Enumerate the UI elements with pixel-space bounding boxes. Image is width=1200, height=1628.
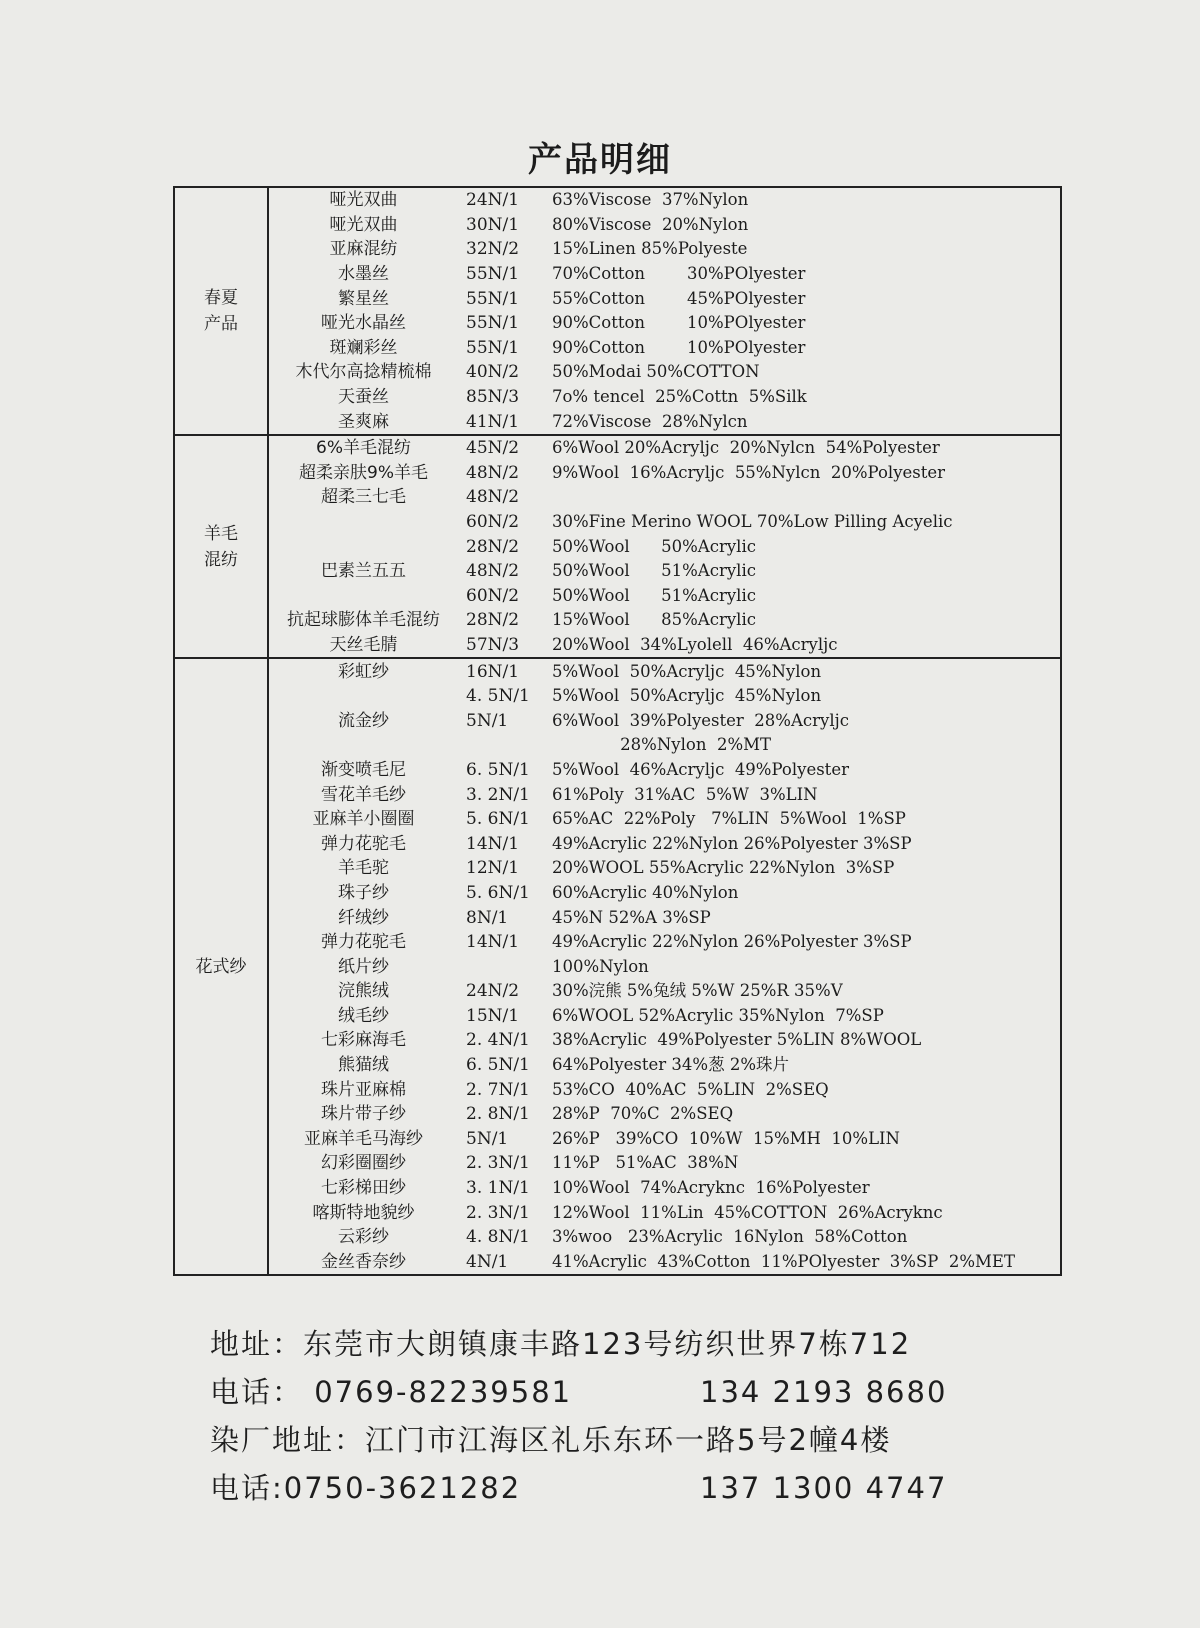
composition-cell: 7o% tencel 25%Cottn 5%Silk — [552, 387, 807, 407]
composition-cell: 5%Wool 50%Acryljc 45%Nylon — [552, 686, 822, 706]
yarn-count-cell: 45N/2 — [458, 435, 546, 461]
composition-cell: 28%Nylon 2%MT — [552, 735, 772, 755]
product-name-cell: 熊猫绒 — [338, 1055, 389, 1076]
table-row — [174, 237, 1061, 262]
composition-cell: 49%Acrylic 22%Nylon 26%Polyester 3%SP — [552, 833, 912, 853]
table-row — [174, 1053, 1061, 1078]
yarn-count-cell: 4. 8N/1 — [466, 1227, 530, 1248]
yarn-count-cell: 32N/2 — [466, 239, 520, 260]
product-name-cell: 纸片纱 — [338, 956, 389, 977]
product-name-cell: 斑斓彩丝 — [329, 337, 398, 358]
table-row — [174, 930, 1061, 955]
product-name-cell: 弹力花驼毛 — [321, 833, 406, 854]
product-name-cell: 天蚕丝 — [338, 387, 389, 408]
composition-cell: 3%woo 23%Acrylic 16Nylon 58%Cotton — [552, 1227, 908, 1247]
product-name-cell: 浣熊绒 — [338, 981, 389, 1002]
yarn-count-cell: 5. 6N/1 — [466, 809, 530, 830]
product-name-cell: 珠片亚麻棉 — [321, 1079, 406, 1100]
product-name-cell: 哑光双曲 — [329, 190, 398, 211]
composition-cell: 15%Wool 85%Acrylic — [552, 610, 756, 630]
composition-cell: 20%WOOL 55%Acrylic 22%Nylon 3%SP — [552, 858, 895, 878]
table-row — [174, 1225, 1061, 1250]
table-row — [174, 658, 1061, 684]
product-name-cell: 巴素兰五五 — [321, 561, 406, 582]
table-row — [174, 187, 1061, 213]
contact-info — [210, 1320, 948, 1512]
composition-cell: 10%Wool 74%Acryknc 16%Polyester — [552, 1178, 870, 1198]
product-name-cell: 亚麻羊小圈圈 — [312, 809, 415, 830]
dye-factory-phone-text: 电话:0750-3621282 — [210, 1471, 522, 1505]
table-row — [174, 385, 1061, 410]
product-name-cell: 木代尔高捻精梳棉 — [295, 362, 432, 383]
yarn-count-cell: 30N/1 — [466, 214, 520, 235]
product-name-cell: 幻彩圈圈纱 — [321, 1153, 406, 1174]
yarn-count-cell: 55N/1 — [466, 288, 520, 309]
composition-cell: 65%AC 22%Poly 7%LIN 5%Wool 1%SP — [552, 809, 906, 829]
product-name-cell — [268, 584, 458, 609]
composition-cell: 53%CO 40%AC 5%LIN 2%SEQ — [552, 1079, 829, 1099]
yarn-count-cell: 55N/1 — [466, 264, 520, 285]
yarn-count-cell: 48N/2 — [466, 462, 520, 483]
product-name-cell: 亚麻羊毛马海纱 — [304, 1128, 423, 1149]
table-row — [174, 1200, 1061, 1225]
yarn-count-cell: 2. 7N/1 — [466, 1079, 530, 1100]
yarn-count-cell: 60N/2 — [466, 512, 520, 533]
table-row — [174, 1102, 1061, 1127]
product-name-cell: 流金纱 — [338, 710, 389, 731]
composition-cell: 12%Wool 11%Lin 45%COTTON 26%Acryknc — [552, 1202, 943, 1222]
table-row — [174, 1077, 1061, 1102]
table-row — [174, 633, 1061, 659]
yarn-count-cell — [458, 733, 546, 758]
composition-cell: 50%Modai 50%COTTON — [552, 362, 760, 382]
product-name-cell — [268, 534, 458, 559]
yarn-count-cell: 5N/1 — [466, 710, 509, 731]
composition-cell: 41%Acrylic 43%Cotton 11%POlyester 3%SP 2%MET — [552, 1251, 1015, 1271]
composition-cell: 9%Wool 16%Acryljc 55%Nylcn 20%Polyester — [552, 462, 946, 482]
table-row — [174, 510, 1061, 535]
yarn-count-cell: 6. 5N/1 — [466, 1055, 530, 1076]
product-name-cell: 超柔三七毛 — [321, 487, 406, 508]
composition-cell: 6%Wool 20%Acryljc 20%Nylcn 54%Polyester — [546, 435, 1061, 461]
yarn-count-cell: 60N/2 — [466, 585, 520, 606]
table-row — [174, 782, 1061, 807]
table-row — [174, 286, 1061, 311]
composition-cell: 11%P 51%AC 38%N — [552, 1153, 739, 1173]
yarn-count-cell: 55N/1 — [466, 337, 520, 358]
composition-cell: 38%Acrylic 49%Polyester 5%LIN 8%WOOL — [552, 1030, 922, 1050]
yarn-count-cell: 14N/1 — [466, 833, 520, 854]
composition-cell: 50%Wool 51%Acrylic — [552, 585, 756, 605]
product-name-cell: 超柔亲肤9%羊毛 — [299, 462, 428, 483]
table-row — [174, 881, 1061, 906]
yarn-count-cell: 48N/2 — [466, 561, 520, 582]
composition-cell: 55%Cotton 45%POlyester — [552, 288, 806, 308]
composition-cell: 15%Linen 85%Polyeste — [552, 239, 748, 259]
table-row — [174, 979, 1061, 1004]
product-name-cell: 渐变喷毛尼 — [321, 759, 406, 780]
composition-cell: 70%Cotton 30%POlyester — [552, 264, 806, 284]
product-name-cell — [268, 733, 458, 758]
product-name-cell: 6%羊毛混纺 — [268, 435, 458, 461]
yarn-count-cell: 85N/3 — [466, 387, 520, 408]
yarn-count-cell: 57N/3 — [466, 634, 520, 655]
composition-cell: 61%Poly 31%AC 5%W 3%LIN — [552, 784, 818, 804]
yarn-count-cell: 5. 6N/1 — [466, 882, 530, 903]
composition-cell: 90%Cotton 10%POlyester — [552, 337, 806, 357]
dye-factory-address-line — [210, 1416, 911, 1464]
product-name-cell: 繁星丝 — [338, 288, 389, 309]
yarn-count-cell: 40N/2 — [466, 362, 520, 383]
table-row — [174, 336, 1061, 361]
yarn-count-cell: 16N/1 — [458, 658, 546, 684]
product-name-cell: 雪花羊毛纱 — [321, 784, 406, 805]
table-row — [174, 262, 1061, 287]
yarn-count-cell: 55N/1 — [466, 313, 520, 334]
table-row — [174, 461, 1061, 486]
yarn-count-cell — [458, 954, 546, 979]
table-row — [174, 708, 1061, 733]
product-name-cell: 亚麻混纺 — [329, 239, 398, 260]
composition-cell: 90%Cotton 10%POlyester — [552, 313, 806, 333]
product-name-cell: 羊毛驼 — [338, 858, 389, 879]
composition-cell: 50%Wool 50%Acrylic — [552, 536, 756, 556]
yarn-count-cell: 2. 4N/1 — [466, 1030, 530, 1051]
product-name-cell — [268, 510, 458, 535]
product-name-cell: 七彩梯田纱 — [321, 1178, 406, 1199]
composition-cell: 60%Acrylic 40%Nylon — [552, 882, 739, 902]
yarn-count-cell: 48N/2 — [466, 487, 520, 508]
product-name-cell: 水墨丝 — [338, 264, 389, 285]
composition-cell: 50%Wool 51%Acrylic — [552, 561, 756, 581]
product-name-cell: 纤绒纱 — [338, 907, 389, 928]
composition-cell: 63%Viscose 37%Nylon — [552, 190, 749, 210]
yarn-count-cell: 2. 3N/1 — [466, 1202, 530, 1223]
composition-cell: 28%P 70%C 2%SEQ — [552, 1104, 734, 1124]
product-name-cell: 哑光水晶丝 — [321, 313, 406, 334]
yarn-count-cell: 15N/1 — [466, 1005, 520, 1026]
product-name-cell: 珠片带子纱 — [321, 1104, 406, 1125]
table-row — [174, 1004, 1061, 1029]
yarn-count-cell: 3. 1N/1 — [466, 1178, 530, 1199]
table-row — [174, 856, 1061, 881]
composition-cell — [546, 485, 1061, 510]
composition-cell: 72%Viscose 28%Nylcn — [552, 411, 748, 431]
table-row — [174, 534, 1061, 559]
table-row — [174, 485, 1061, 510]
composition-cell: 30%Fine Merino WOOL 70%Low Pilling Acyelic — [552, 512, 953, 532]
product-name-cell: 圣爽麻 — [338, 411, 389, 432]
dye-factory-phone-line — [210, 1464, 948, 1512]
yarn-count-cell: 8N/1 — [466, 907, 509, 928]
table-row — [174, 684, 1061, 709]
composition-cell: 80%Viscose 20%Nylon — [552, 214, 749, 234]
dye-factory-address-text: 染厂地址：江门市江海区礼乐东环一路5号2幢4楼 — [210, 1423, 892, 1457]
table-row — [174, 1028, 1061, 1053]
product-name-cell: 天丝毛腈 — [329, 634, 398, 655]
product-name-cell: 彩虹纱 — [268, 658, 458, 684]
yarn-count-cell: 3. 2N/1 — [466, 784, 530, 805]
table-row — [174, 608, 1061, 633]
product-name-cell: 七彩麻海毛 — [321, 1030, 406, 1051]
composition-cell: 6%Wool 39%Polyester 28%Acryljc — [552, 710, 849, 730]
product-name-cell: 云彩纱 — [338, 1227, 389, 1248]
category-cell: 春夏 产品 — [174, 187, 268, 435]
table-row — [174, 954, 1061, 979]
yarn-count-cell: 24N/2 — [466, 981, 520, 1002]
address-text: 地址：东莞市大朗镇康丰路123号纺织世界7栋712 — [210, 1327, 912, 1361]
table-row — [174, 360, 1061, 385]
composition-cell: 64%Polyester 34%葱 2%珠片 — [552, 1055, 789, 1075]
product-name-cell: 抗起球膨体羊毛混纺 — [287, 610, 440, 631]
yarn-count-cell: 12N/1 — [466, 858, 520, 879]
product-table — [173, 186, 1062, 1276]
product-name-cell — [268, 684, 458, 709]
yarn-count-cell: 28N/2 — [466, 610, 520, 631]
table-row — [174, 1250, 1061, 1276]
table-row — [174, 733, 1061, 758]
table-row — [174, 1176, 1061, 1201]
composition-cell: 20%Wool 34%Lyolell 46%Acryljc — [552, 634, 838, 654]
mobile-text: 134 2193 8680 — [700, 1375, 948, 1409]
composition-cell: 6%WOOL 52%Acrylic 35%Nylon 7%SP — [552, 1005, 884, 1025]
product-name-cell: 金丝香奈纱 — [321, 1251, 406, 1272]
product-name-cell: 哑光双曲 — [329, 214, 398, 235]
composition-cell: 100%Nylon — [552, 956, 649, 976]
category-cell: 花式纱 — [174, 658, 268, 1275]
product-name-cell: 珠子纱 — [338, 882, 389, 903]
table-row — [174, 807, 1061, 832]
table-row — [174, 409, 1061, 435]
table-row — [174, 435, 1061, 461]
table-row — [174, 905, 1061, 930]
yarn-count-cell: 4. 5N/1 — [466, 686, 530, 707]
yarn-count-cell: 2. 8N/1 — [466, 1104, 530, 1125]
table-row — [174, 1151, 1061, 1176]
table-row — [174, 559, 1061, 584]
yarn-count-cell: 6. 5N/1 — [466, 759, 530, 780]
yarn-count-cell: 24N/1 — [466, 190, 520, 211]
dye-factory-mobile-text: 137 1300 4747 — [700, 1471, 948, 1505]
table-row — [174, 213, 1061, 238]
address-line — [210, 1320, 911, 1368]
product-name-cell: 喀斯特地貌纱 — [312, 1202, 415, 1223]
table-row — [174, 1127, 1061, 1152]
table-row — [174, 758, 1061, 783]
composition-cell: 26%P 39%CO 10%W 15%MH 10%LIN — [552, 1128, 900, 1148]
composition-cell: 30%浣熊 5%兔绒 5%W 25%R 35%V — [552, 981, 843, 1001]
yarn-count-cell: 2. 3N/1 — [466, 1153, 530, 1174]
product-name-cell: 绒毛纱 — [338, 1005, 389, 1026]
table-row — [174, 311, 1061, 336]
yarn-count-cell: 14N/1 — [466, 932, 520, 953]
phone-line — [210, 1368, 948, 1416]
page-title: 产品明细 — [528, 140, 672, 180]
category-cell: 羊毛 混纺 — [174, 435, 268, 658]
product-name-cell: 弹力花驼毛 — [321, 932, 406, 953]
composition-cell: 49%Acrylic 22%Nylon 26%Polyester 3%SP — [552, 932, 912, 952]
yarn-count-cell: 4N/1 — [466, 1251, 509, 1272]
table-row — [174, 831, 1061, 856]
composition-cell: 45%N 52%A 3%SP — [552, 907, 711, 927]
yarn-count-cell: 5N/1 — [466, 1128, 509, 1149]
yarn-count-cell: 28N/2 — [466, 536, 520, 557]
composition-cell: 5%Wool 46%Acryljc 49%Polyester — [552, 759, 849, 779]
composition-cell: 5%Wool 50%Acryljc 45%Nylon — [546, 658, 1061, 684]
phone-text: 电话： 0769-82239581 — [210, 1375, 573, 1409]
table-row — [174, 584, 1061, 609]
yarn-count-cell: 41N/1 — [466, 411, 520, 432]
